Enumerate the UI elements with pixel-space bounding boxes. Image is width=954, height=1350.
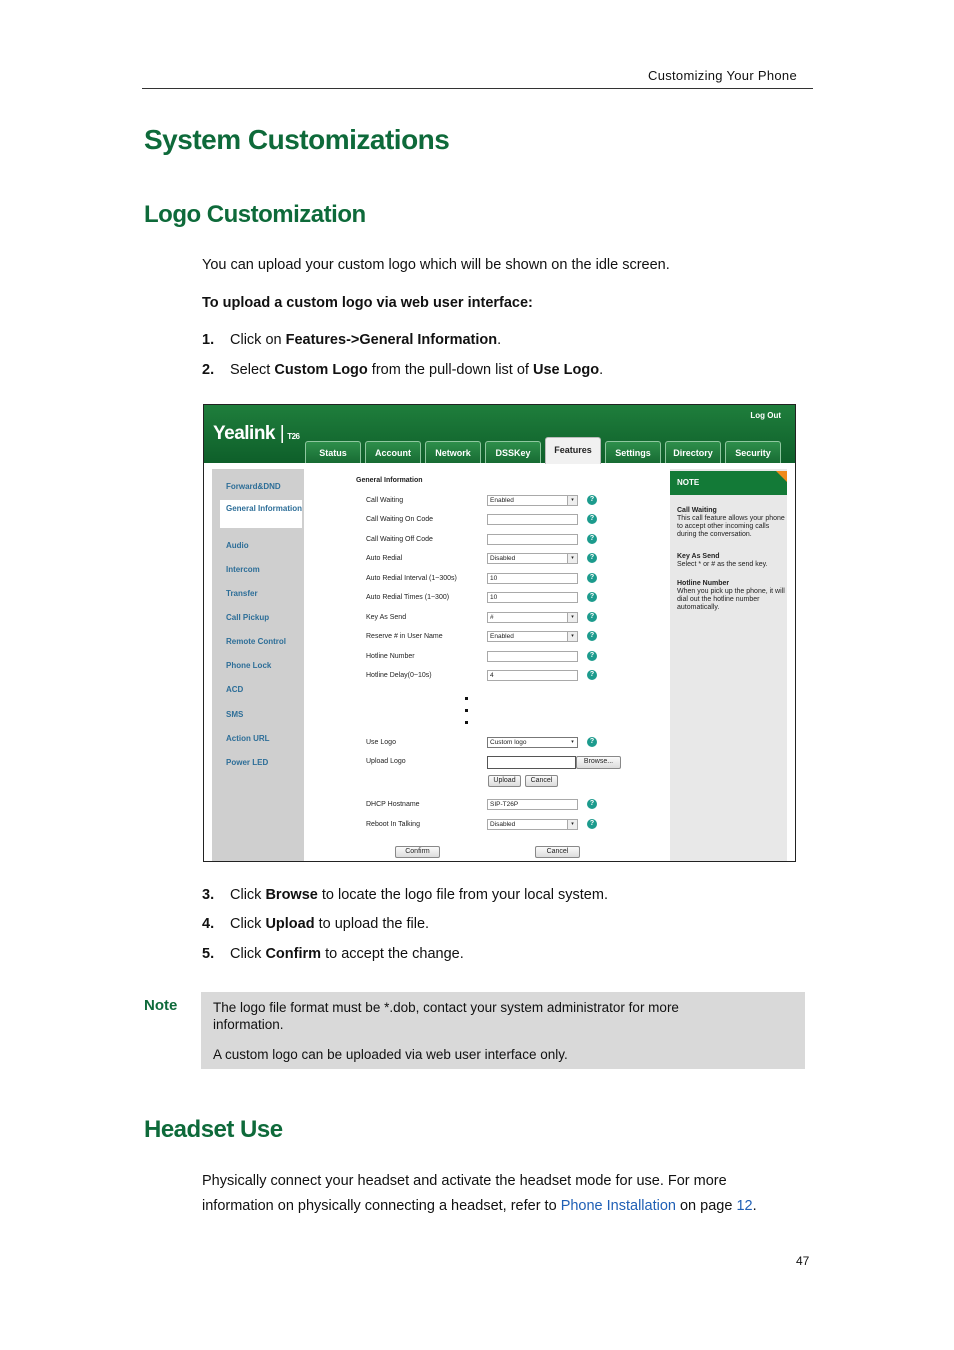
tab-network[interactable]: Network (425, 441, 481, 463)
tab-dsskey[interactable]: DSSKey (485, 441, 541, 463)
field-label: Auto Redial Interval (1~300s) (366, 575, 457, 582)
title-logo-customization: Logo Customization (144, 201, 366, 228)
chevron-down-icon: ▾ (567, 496, 577, 505)
upload-button[interactable]: Upload (488, 775, 521, 787)
help-icon[interactable]: ? (587, 612, 597, 622)
field-label: Upload Logo (366, 758, 406, 765)
field-label: Call Waiting (366, 497, 404, 504)
help-icon[interactable]: ? (587, 737, 597, 747)
page-number: 47 (796, 1254, 810, 1268)
tab-status[interactable]: Status (305, 441, 361, 463)
page-link[interactable]: 12 (736, 1198, 753, 1214)
auto-redial-times-input[interactable]: 10 (487, 592, 578, 603)
help-icon[interactable]: ? (587, 553, 597, 563)
headset-line-2: information on physically connecting a headset, refer to Phone Installation on page 12. (202, 1198, 757, 1214)
chevron-down-icon: ▾ (568, 738, 577, 747)
step-4: 4. Click Upload to upload the file. (202, 916, 430, 932)
nav-sms[interactable]: SMS (226, 710, 244, 719)
confirm-button[interactable]: Confirm (395, 846, 440, 858)
web-ui-screenshot (203, 404, 796, 862)
nav-forward-dnd[interactable]: Forward&DND (226, 482, 281, 491)
chevron-down-icon: ▾ (567, 820, 577, 829)
field-label: Reboot In Talking (366, 821, 420, 828)
nav-phone-lock[interactable]: Phone Lock (226, 661, 272, 670)
hotline-delay-input[interactable]: 4 (487, 670, 578, 681)
chevron-down-icon: ▾ (567, 554, 577, 563)
section-title: General Information (356, 477, 423, 484)
main-pane (304, 469, 670, 861)
use-logo-select[interactable]: Custom logo ▾ (487, 737, 578, 748)
note-key-as-send: Key As Send Select * or # as the send key. (677, 553, 768, 568)
auto-redial-interval-input[interactable]: 10 (487, 573, 578, 584)
browse-button[interactable]: Browse... (576, 756, 621, 769)
step-number: 5. (202, 946, 215, 962)
tab-settings[interactable]: Settings (605, 441, 661, 463)
nav-acd[interactable]: ACD (226, 685, 244, 694)
note-header: NOTE (670, 471, 787, 495)
corner-flag-icon (776, 471, 787, 482)
hotline-number-input[interactable] (487, 651, 578, 662)
note-label: Note (144, 997, 178, 1014)
logout-link[interactable]: Log Out (750, 411, 781, 420)
nav-remote-control[interactable]: Remote Control (226, 637, 286, 646)
tab-security[interactable]: Security (725, 441, 781, 463)
step-5: 5. Click Confirm to accept the change. (202, 946, 464, 962)
running-header: Customizing Your Phone (648, 68, 797, 83)
help-icon[interactable]: ? (587, 651, 597, 661)
ellipsis-dot (465, 721, 468, 724)
field-label: Reserve # in User Name (366, 633, 443, 640)
tab-directory[interactable]: Directory (665, 441, 721, 463)
top-bar (204, 405, 795, 463)
nav-intercom[interactable]: Intercom (226, 565, 260, 574)
headset-line-1: Physically connect your headset and activate the headset mode for use. For more (202, 1173, 727, 1189)
nav-action-url[interactable]: Action URL (226, 734, 270, 743)
nav-transfer[interactable]: Transfer (226, 589, 258, 598)
help-icon[interactable]: ? (587, 514, 597, 524)
field-label: Hotline Number (366, 653, 415, 660)
note-line: The logo file format must be *.dob, contact your system administrator for more (213, 1000, 679, 1015)
chevron-down-icon: ▾ (567, 632, 577, 641)
help-icon[interactable]: ? (587, 534, 597, 544)
field-label: Hotline Delay(0~10s) (366, 672, 432, 679)
auto-redial-select[interactable]: Disabled ▾ (487, 553, 578, 564)
phone-installation-link[interactable]: Phone Installation (560, 1198, 676, 1214)
upload-file-input[interactable] (487, 756, 576, 769)
field-label: Auto Redial (366, 555, 403, 562)
help-icon[interactable]: ? (587, 631, 597, 641)
reserve-hash-select[interactable]: Enabled ▾ (487, 631, 578, 642)
note-call-waiting: Call Waiting This call feature allows your phone to accept other incoming calls during the conversation. (677, 507, 785, 538)
field-label: DHCP Hostname (366, 801, 420, 808)
help-icon[interactable]: ? (587, 495, 597, 505)
field-label: Use Logo (366, 739, 396, 746)
tab-account[interactable]: Account (365, 441, 421, 463)
note-pane (670, 469, 787, 861)
note-line: A custom logo can be uploaded via web user interface only. (213, 1047, 568, 1062)
step-3: 3. Click Browse to locate the logo file from your local system. (202, 887, 608, 903)
step-number: 1. (202, 332, 215, 348)
nav-audio[interactable]: Audio (226, 541, 249, 550)
help-icon[interactable]: ? (587, 573, 597, 583)
step-number: 2. (202, 362, 215, 378)
chevron-down-icon: ▾ (567, 613, 577, 622)
cancel-upload-button[interactable]: Cancel (525, 775, 558, 787)
yealink-logo: Yealink | T26 (213, 423, 300, 444)
step-1: 1. Click on Features->General Information. (202, 332, 502, 348)
tab-features[interactable]: Features (545, 437, 601, 464)
help-icon[interactable]: ? (587, 670, 597, 680)
step-number: 3. (202, 887, 215, 903)
help-icon[interactable]: ? (587, 592, 597, 602)
dhcp-hostname-input[interactable]: SIP-T26P (487, 799, 578, 810)
header-rule (142, 88, 813, 89)
step-2: 2. Select Custom Logo from the pull-down list of Use Logo. (202, 362, 604, 378)
title-system-customizations: System Customizations (144, 124, 450, 155)
help-icon[interactable]: ? (587, 819, 597, 829)
reboot-in-talking-select[interactable]: Disabled ▾ (487, 819, 578, 830)
call-waiting-on-code-input[interactable] (487, 514, 578, 525)
field-label: Call Waiting On Code (366, 516, 434, 523)
field-label: Key As Send (366, 614, 407, 621)
cancel-button[interactable]: Cancel (535, 846, 580, 858)
step-number: 4. (202, 916, 215, 932)
ellipsis-dot (465, 709, 468, 712)
note-hotline-number: Hotline Number When you pick up the phone, it will dial out the hotline number automatically. (677, 580, 785, 611)
nav-call-pickup[interactable]: Call Pickup (226, 613, 270, 622)
logo-intro: You can upload your custom logo which will be shown on the idle screen. (202, 257, 670, 273)
procedure-title: To upload a custom logo via web user interface: (202, 295, 533, 311)
nav-power-led[interactable]: Power LED (226, 758, 269, 767)
key-as-send-select[interactable]: # ▾ (487, 612, 578, 623)
call-waiting-off-code-input[interactable] (487, 534, 578, 545)
nav-general-information[interactable]: General Information (220, 500, 302, 528)
field-label: Call Waiting Off Code (366, 536, 433, 543)
title-headset-use: Headset Use (144, 1116, 283, 1143)
ellipsis-dot (465, 697, 468, 700)
call-waiting-select[interactable]: Enabled ▾ (487, 495, 578, 506)
help-icon[interactable]: ? (587, 799, 597, 809)
note-box (201, 992, 805, 1069)
note-line: information. (213, 1017, 284, 1032)
field-label: Auto Redial Times (1~300) (366, 594, 450, 601)
left-nav (212, 469, 304, 861)
